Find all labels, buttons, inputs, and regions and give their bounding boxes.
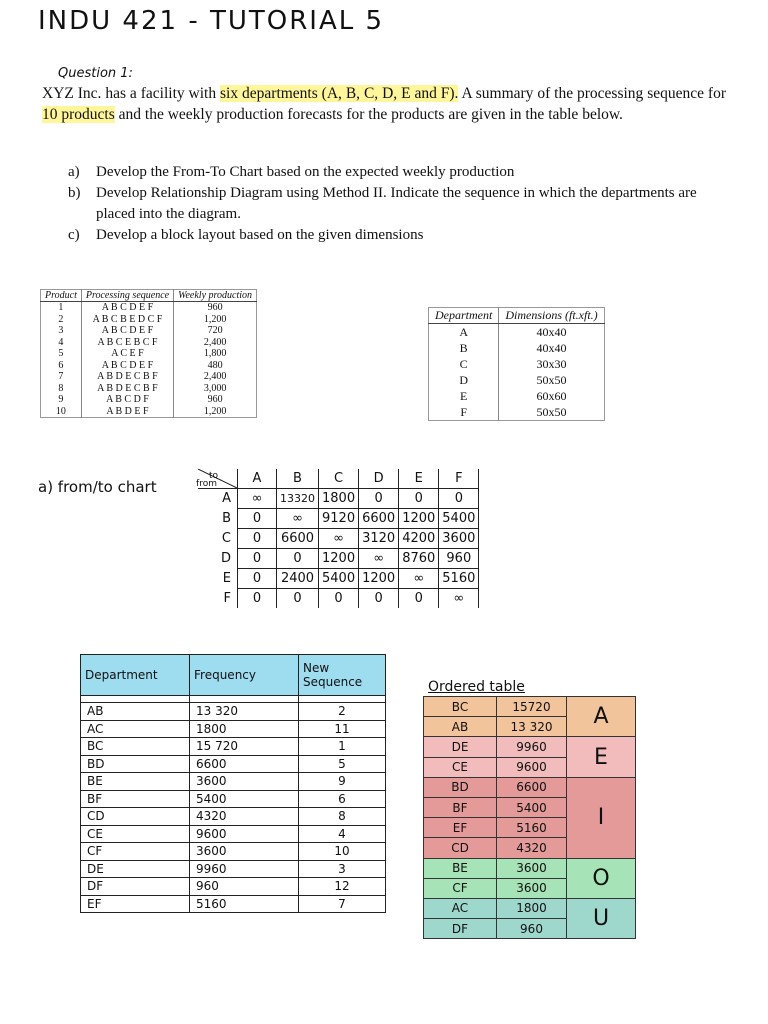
frequency-sequence-cell: 5 [299, 755, 386, 773]
fromto-cell: 0 [238, 569, 277, 589]
table-row [81, 703, 386, 721]
table-cell: A [459, 325, 468, 339]
ordered-table-title: Ordered table [428, 679, 525, 695]
table-cell: 9 [58, 394, 64, 405]
frequency-gap-row [81, 696, 386, 703]
fromto-cell: 0 [238, 529, 277, 549]
table-cell: 4 [58, 336, 64, 348]
fromto-cell: 6600 [277, 529, 319, 549]
table-cell: 5 [58, 348, 64, 359]
table-cell: 960 [174, 394, 257, 406]
frequency-table-header: Frequency [190, 655, 299, 696]
fromto-cell: 13320 [277, 489, 319, 509]
ordered-value-cell: 13 320 [497, 717, 567, 737]
fromto-cell: 3120 [359, 529, 399, 549]
ordered-pair-cell: BC [424, 697, 497, 717]
table-cell: 2 [58, 313, 64, 325]
fromto-cell: 3600 [439, 529, 479, 549]
corner-from-label: from [196, 479, 217, 489]
table-cell: 2,400 [174, 371, 257, 383]
fromto-col-header: E [399, 469, 439, 489]
table-cell: F [460, 405, 467, 419]
product-table-header: Product [41, 290, 82, 302]
table-cell: A B C B E D C F [81, 314, 173, 326]
table-cell: A B C D F [81, 394, 173, 406]
table-row [81, 755, 386, 773]
task-text: Develop Relationship Diagram using Method II. Indicate the sequence in which the departments are placed into the diagram. [96, 185, 697, 222]
gap-cell [299, 696, 386, 703]
ordered-pair-cell: AC [424, 898, 497, 918]
fromto-cell: 1800 [319, 489, 359, 509]
table-cell: 1 [58, 302, 64, 313]
table-row [81, 860, 386, 878]
fromto-cell: 2400 [277, 569, 319, 589]
frequency-table-header: Department [81, 655, 190, 696]
ordered-value-cell: 9960 [497, 737, 567, 757]
table-row [41, 348, 257, 360]
fromto-row-header: C [221, 531, 231, 546]
frequency-dept-cell: AC [81, 720, 190, 738]
product-table-header: Processing sequence [81, 290, 173, 302]
table-row [41, 325, 257, 337]
frequency-sequence-cell: 1 [299, 738, 386, 756]
ordered-pair-cell: BD [424, 777, 497, 797]
fromto-col-header: B [277, 469, 319, 489]
frequency-value-cell: 13 320 [190, 703, 299, 721]
frequency-header-row [81, 655, 386, 696]
gap-cell [190, 696, 299, 703]
frequency-dept-cell: BC [81, 738, 190, 756]
task-item [68, 162, 718, 183]
frequency-value-cell: 5160 [190, 895, 299, 913]
table-cell: 1,800 [174, 348, 257, 360]
frequency-value-cell: 15 720 [190, 738, 299, 756]
page-title: INDU 421 - TUTORIAL 5 [38, 6, 385, 36]
frequency-dept-cell: CD [81, 808, 190, 826]
fromto-row [198, 569, 479, 589]
table-cell: 1,200 [174, 406, 257, 418]
fromto-col-header: D [359, 469, 399, 489]
fromto-cell: 0 [238, 509, 277, 529]
table-row [41, 360, 257, 372]
product-table-header-row [41, 290, 257, 302]
table-row [424, 777, 636, 797]
intro-part-5: and the weekly production forecasts for the products are given in the table below. [114, 106, 623, 123]
fromto-cell: 4200 [399, 529, 439, 549]
fromto-row [198, 589, 479, 609]
product-table-header: Weekly production [174, 290, 257, 302]
frequency-value-cell: 1800 [190, 720, 299, 738]
question-intro [42, 83, 726, 125]
department-table [428, 307, 605, 421]
frequency-sequence-cell: 12 [299, 878, 386, 896]
table-cell: A B C D E F [81, 360, 173, 372]
corner-to-label: to [209, 471, 219, 481]
fromto-row [198, 489, 479, 509]
frequency-sequence-cell: 10 [299, 843, 386, 861]
table-cell: A B D E C B F [81, 383, 173, 395]
department-table-header-row [429, 308, 605, 324]
fromto-row [198, 509, 479, 529]
fromto-header-row [198, 469, 479, 489]
ordered-value-cell: 3600 [497, 878, 567, 898]
table-cell: C [459, 357, 468, 371]
task-letter: b) [68, 185, 81, 201]
ordered-pair-cell: CE [424, 757, 497, 777]
table-row [424, 858, 636, 878]
ordered-pair-cell: CF [424, 878, 497, 898]
table-cell: 40x40 [499, 324, 604, 341]
frequency-value-cell: 960 [190, 878, 299, 896]
ordered-value-cell: 6600 [497, 777, 567, 797]
table-cell: B [459, 341, 468, 355]
department-table-header: Dimensions (ft.xft.) [499, 308, 604, 324]
ordered-value-cell: 9600 [497, 757, 567, 777]
table-row [424, 898, 636, 918]
fromto-cell: ∞ [439, 589, 479, 609]
gap-cell [81, 696, 190, 703]
table-cell: A B D E C B F [81, 371, 173, 383]
ordered-value-cell: 1800 [497, 898, 567, 918]
frequency-value-cell: 3600 [190, 773, 299, 791]
question-label: Question 1: [58, 66, 133, 81]
frequency-value-cell: 6600 [190, 755, 299, 773]
table-cell: 10 [55, 405, 66, 417]
fromto-cell: 0 [359, 589, 399, 609]
table-row [41, 302, 257, 314]
frequency-dept-cell: BD [81, 755, 190, 773]
intro-part-3: A summary of the processing sequence for [458, 85, 727, 102]
fromto-row-header: E [222, 571, 231, 586]
fromto-row-header: B [222, 511, 231, 526]
table-row [429, 340, 605, 356]
fromto-row-header: F [223, 590, 231, 606]
fromto-cell: 0 [359, 489, 399, 509]
table-row [429, 356, 605, 372]
intro-highlight-products: 10 products [42, 106, 115, 123]
fromto-cell: 1200 [319, 549, 359, 569]
table-row [81, 738, 386, 756]
fromto-col-header: C [319, 469, 359, 489]
table-cell: A B D E F [81, 406, 173, 418]
rating-cell: O [567, 858, 636, 898]
fromto-cell: ∞ [277, 509, 319, 529]
table-row [81, 878, 386, 896]
fromto-label: a) from/to chart [38, 478, 157, 496]
table-cell: A C E F [81, 348, 173, 360]
frequency-dept-cell: BF [81, 790, 190, 808]
frequency-sequence-cell: 9 [299, 773, 386, 791]
frequency-table [80, 654, 386, 913]
frequency-dept-cell: AB [81, 703, 190, 721]
department-table-header: Department [429, 308, 499, 324]
fromto-cell: 9120 [319, 509, 359, 529]
frequency-value-cell: 9600 [190, 825, 299, 843]
fromto-corner [198, 469, 238, 489]
rating-cell: A [567, 697, 636, 737]
table-row [81, 808, 386, 826]
table-cell: 50x50 [499, 404, 604, 421]
table-row [41, 406, 257, 418]
fromto-cell: 6600 [359, 509, 399, 529]
table-cell: 50x50 [499, 372, 604, 388]
task-item [68, 183, 718, 225]
ordered-pair-cell: BE [424, 858, 497, 878]
table-cell: A B C D E F [81, 302, 173, 314]
fromto-cell: 960 [439, 549, 479, 569]
frequency-dept-cell: CE [81, 825, 190, 843]
fromto-cell: 0 [238, 549, 277, 569]
product-table [40, 289, 257, 418]
frequency-sequence-cell: 6 [299, 790, 386, 808]
fromto-cell: ∞ [399, 569, 439, 589]
table-row [81, 825, 386, 843]
fromto-cell: 5400 [319, 569, 359, 589]
table-cell: 1,200 [174, 314, 257, 326]
frequency-value-cell: 4320 [190, 808, 299, 826]
fromto-cell: 0 [399, 589, 439, 609]
table-cell: D [459, 373, 468, 387]
table-cell: 60x60 [499, 388, 604, 404]
table-row [424, 737, 636, 757]
fromto-cell: ∞ [359, 549, 399, 569]
table-cell: A B C E B C F [81, 337, 173, 349]
fromto-row [198, 529, 479, 549]
table-row [424, 697, 636, 717]
table-row [41, 371, 257, 383]
fromto-cell: 1200 [399, 509, 439, 529]
frequency-sequence-cell: 3 [299, 860, 386, 878]
ordered-value-cell: 5160 [497, 818, 567, 838]
frequency-dept-cell: EF [81, 895, 190, 913]
table-row [81, 720, 386, 738]
task-letter: c) [68, 227, 80, 243]
fromto-cell: 0 [238, 589, 277, 609]
fromto-row-header: A [222, 491, 231, 507]
frequency-sequence-cell: 2 [299, 703, 386, 721]
task-item [68, 225, 718, 246]
table-row [41, 337, 257, 349]
table-row [81, 895, 386, 913]
rating-cell: U [567, 898, 636, 938]
ordered-pair-cell: BF [424, 797, 497, 817]
table-cell: 30x30 [499, 356, 604, 372]
rating-cell: E [567, 737, 636, 777]
ordered-pair-cell: DE [424, 737, 497, 757]
ordered-pair-cell: DF [424, 919, 497, 939]
fromto-cell: 0 [277, 549, 319, 569]
table-row [429, 404, 605, 421]
ordered-value-cell: 3600 [497, 858, 567, 878]
frequency-dept-cell: BE [81, 773, 190, 791]
table-cell: A B C D E F [81, 325, 173, 337]
fromto-cell: 5400 [439, 509, 479, 529]
table-row [41, 394, 257, 406]
from-to-chart [198, 469, 479, 608]
fromto-cell: 5160 [439, 569, 479, 589]
task-text: Develop the From-To Chart based on the expected weekly production [96, 164, 515, 180]
intro-highlight-departments: six departments (A, B, C, D, E and F). [220, 85, 459, 102]
frequency-table-header: New Sequence [299, 655, 386, 696]
intro-part-1: XYZ Inc. has a facility with [42, 85, 221, 102]
table-row [81, 773, 386, 791]
table-row [81, 790, 386, 808]
table-cell: 6 [58, 359, 64, 371]
frequency-sequence-cell: 11 [299, 720, 386, 738]
table-cell: 3 [58, 325, 64, 336]
fromto-cell: 0 [277, 589, 319, 609]
frequency-sequence-cell: 4 [299, 825, 386, 843]
ordered-value-cell: 15720 [497, 697, 567, 717]
fromto-col-header: F [439, 469, 479, 489]
frequency-value-cell: 3600 [190, 843, 299, 861]
frequency-value-cell: 5400 [190, 790, 299, 808]
frequency-dept-cell: DF [81, 878, 190, 896]
task-letter: a) [68, 164, 80, 180]
table-row [429, 388, 605, 404]
fromto-col-header: A [238, 469, 277, 489]
fromto-row-header: D [220, 551, 231, 566]
table-row [41, 383, 257, 395]
table-row [429, 324, 605, 341]
table-row [429, 372, 605, 388]
fromto-cell: 0 [319, 589, 359, 609]
ordered-table [423, 696, 636, 939]
table-row [81, 843, 386, 861]
fromto-cell: 0 [439, 489, 479, 509]
frequency-dept-cell: DE [81, 860, 190, 878]
fromto-cell: ∞ [238, 489, 277, 509]
fromto-cell: ∞ [319, 529, 359, 549]
table-row [41, 314, 257, 326]
frequency-dept-cell: CF [81, 843, 190, 861]
fromto-cell: 8760 [399, 549, 439, 569]
table-cell: 2,400 [174, 337, 257, 349]
fromto-cell: 0 [399, 489, 439, 509]
frequency-sequence-cell: 8 [299, 808, 386, 826]
ordered-pair-cell: CD [424, 838, 497, 858]
task-text: Develop a block layout based on the given dimensions [96, 227, 424, 243]
table-cell: 8 [58, 382, 64, 394]
frequency-sequence-cell: 7 [299, 895, 386, 913]
rating-cell: I [567, 777, 636, 858]
table-cell: E [459, 389, 468, 403]
frequency-value-cell: 9960 [190, 860, 299, 878]
table-cell: 960 [174, 302, 257, 314]
ordered-pair-cell: AB [424, 717, 497, 737]
task-list [68, 162, 718, 246]
table-cell: 40x40 [499, 340, 604, 356]
table-cell: 720 [174, 325, 257, 337]
table-cell: 3,000 [174, 383, 257, 395]
ordered-value-cell: 4320 [497, 838, 567, 858]
table-cell: 7 [58, 371, 64, 382]
fromto-row [198, 549, 479, 569]
fromto-cell: 1200 [359, 569, 399, 589]
ordered-pair-cell: EF [424, 818, 497, 838]
ordered-value-cell: 5400 [497, 797, 567, 817]
ordered-value-cell: 960 [497, 919, 567, 939]
table-cell: 480 [174, 360, 257, 372]
